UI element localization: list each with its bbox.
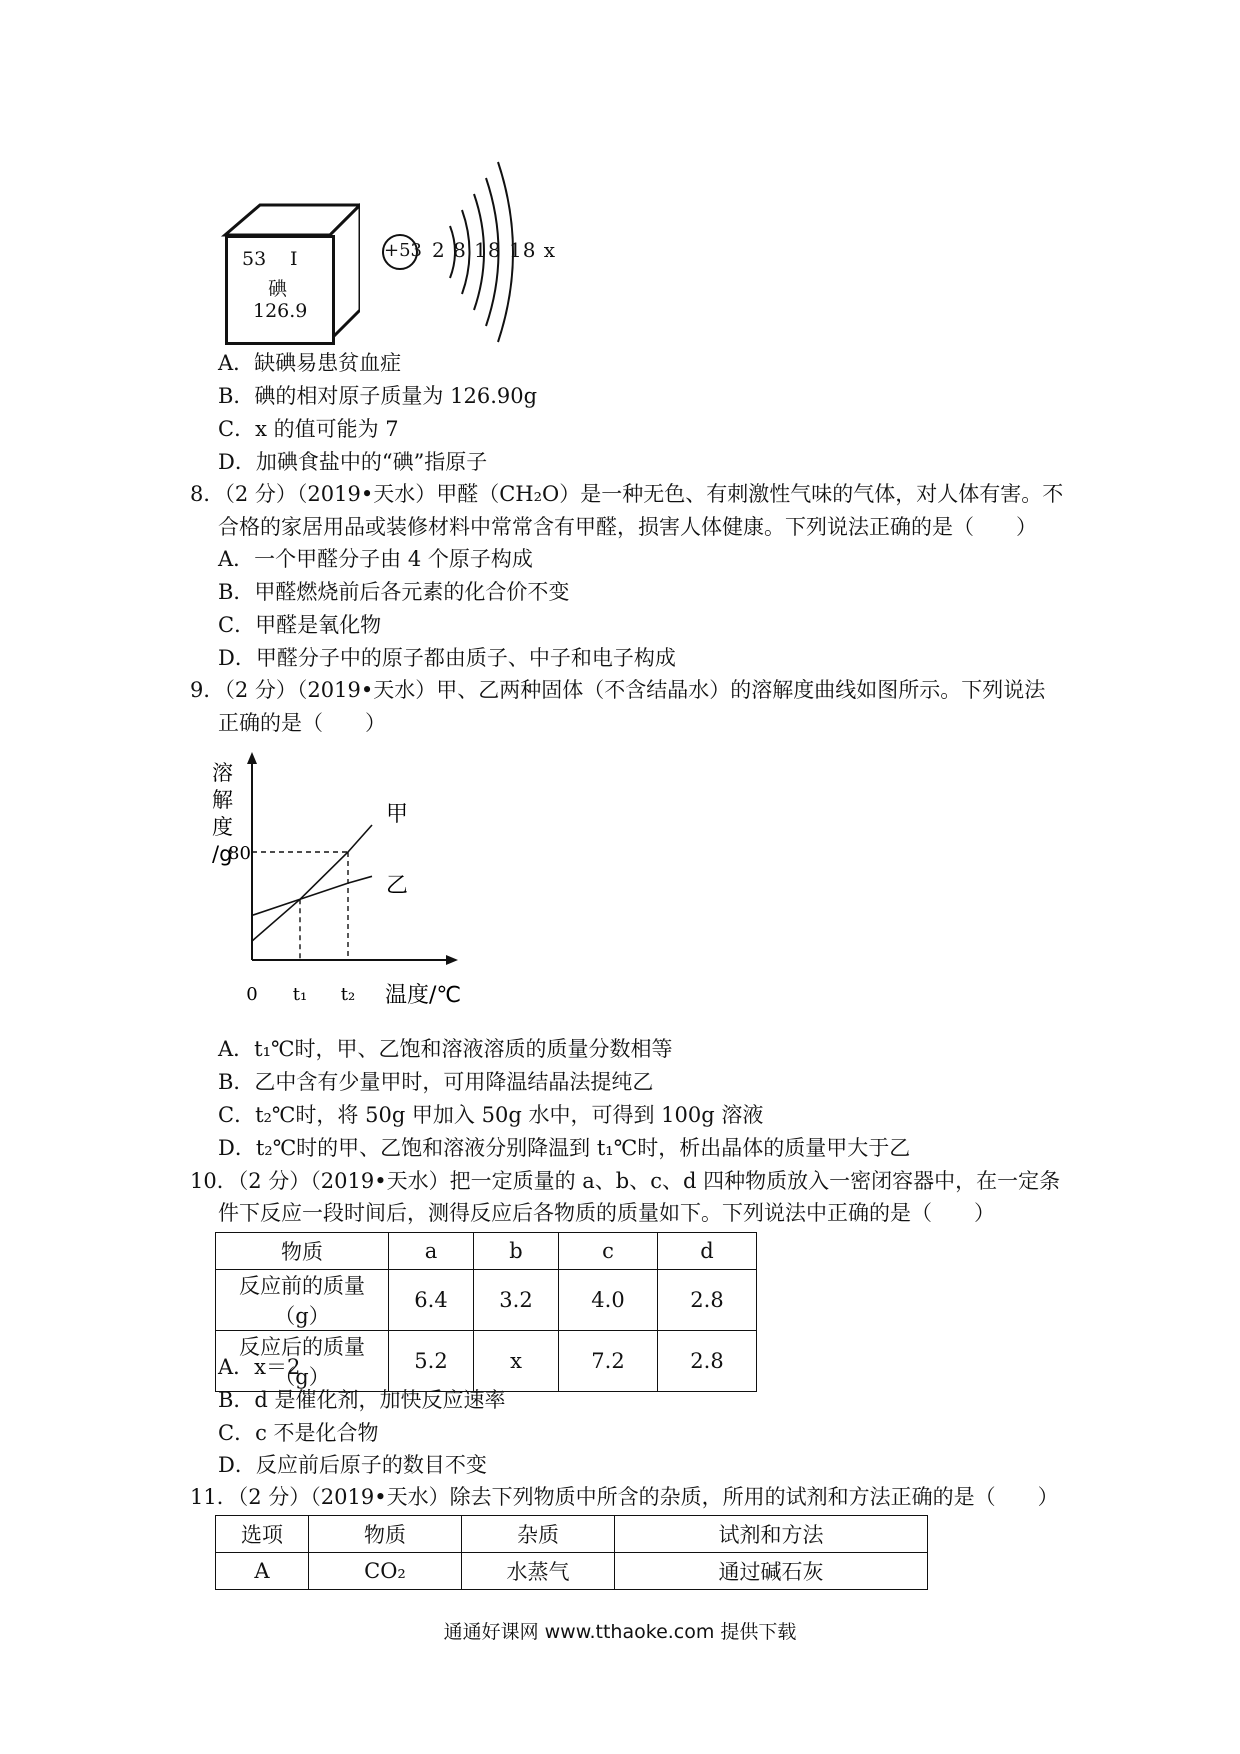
q11-stem-line1: 11．（2 分）（2019•天水）除去下列物质中所含的杂质，所用的试剂和方法正确的是（ ） — [190, 1485, 1059, 1509]
table-cell: 6.4 — [389, 1270, 474, 1331]
q9-option-b: B．乙中含有少量甲时，可用降温结晶法提纯乙 — [218, 1070, 654, 1094]
q9-stem-line2: 正确的是（ ） — [218, 711, 386, 735]
q7-option-d: D．加碘食盐中的“碘”指原子 — [218, 450, 488, 474]
q10-option-b: B．d 是催化剂，加快反应速率 — [218, 1388, 506, 1412]
chart-guides — [252, 852, 348, 960]
atomic-number: 53 — [242, 248, 267, 270]
table-cell: 物质 — [309, 1516, 462, 1553]
q8-option-b: B．甲醛燃烧前后各元素的化合价不变 — [218, 580, 570, 604]
q8-option-c: C．甲醛是氧化物 — [218, 613, 382, 637]
element-cube-front — [225, 235, 335, 345]
chart-series — [252, 825, 372, 941]
table-cell: A — [216, 1553, 309, 1590]
table-cell: x — [474, 1331, 559, 1392]
element-symbol: I — [290, 248, 298, 270]
q8-option-a: A．一个甲醛分子由 4 个原子构成 — [218, 547, 533, 571]
y-axis-label: 溶 — [212, 761, 233, 785]
table-header-row — [216, 1233, 757, 1270]
table-header-row — [216, 1516, 928, 1553]
element-name: 碘 — [268, 278, 288, 300]
q10-option-c: C．c 不是化合物 — [218, 1421, 379, 1445]
q9-option-c: C．t₂℃时，将 50g 甲加入 50g 水中，可得到 100g 溶液 — [218, 1103, 764, 1127]
table-cell: 2.8 — [658, 1331, 757, 1392]
q9-option-a: A．t₁℃时，甲、乙饱和溶液溶质的质量分数相等 — [218, 1037, 673, 1061]
series-label: 甲 — [386, 802, 409, 827]
x-tick-label: t₂ — [340, 984, 356, 1005]
y-axis-arrow — [247, 752, 257, 764]
electron-shells: 2 8 18 18 x — [432, 238, 557, 262]
table-cell: 4.0 — [559, 1270, 658, 1331]
q10-option-d: D．反应前后原子的数目不变 — [218, 1453, 487, 1477]
q10-stem-line2: 件下反应一段时间后，测得反应后各物质的质量如下。下列说法中正确的是（ ） — [218, 1201, 995, 1225]
table-cell: 选项 — [216, 1516, 309, 1553]
q9-stem-line1: 9．（2 分）（2019•天水）甲、乙两种固体（不含结晶水）的溶解度曲线如图所示。下列说法 — [190, 678, 1046, 702]
atomic-mass: 126.9 — [253, 300, 308, 322]
q10-option-a: A．x＝2 — [218, 1355, 301, 1379]
table-row — [216, 1270, 757, 1331]
x-axis-arrow — [446, 955, 458, 965]
q7-option-b: B．碘的相对原子质量为 126.90g — [218, 384, 538, 408]
q8-stem-line1: 8．（2 分）（2019•天水）甲醛（CH₂O）是一种无色、有刺激性气味的气体，对人体有害。不 — [190, 482, 1064, 506]
page-footer: 通通好课网 www.tthaoke.com 提供下载 — [443, 1621, 797, 1643]
nucleus-charge: +53 — [384, 240, 422, 261]
table-row — [216, 1553, 928, 1590]
q8-stem-line2: 合格的家居用品或装修材料中常常含有甲醛，损害人体健康。下列说法正确的是（ ） — [218, 515, 1037, 539]
table-cell: c — [559, 1233, 658, 1270]
y-axis-label: /g — [212, 842, 233, 866]
table-cell: b — [474, 1233, 559, 1270]
q8-option-d: D．甲醛分子中的原子都由质子、中子和电子构成 — [218, 646, 676, 670]
origin-label: 0 — [246, 984, 258, 1005]
series-line-jia — [252, 825, 372, 941]
table-cell: d — [658, 1233, 757, 1270]
table-cell: 水蒸气 — [462, 1553, 615, 1590]
x-tick-label: t₁ — [292, 984, 308, 1005]
table-cell: a — [389, 1233, 474, 1270]
table-cell: 通过碱石灰 — [615, 1553, 928, 1590]
q7-option-c: C．x 的值可能为 7 — [218, 417, 399, 441]
chart-axes — [247, 752, 458, 965]
table-cell: 反应后的质量（g） — [216, 1331, 389, 1392]
table-cell: 3.2 — [474, 1270, 559, 1331]
table-cell: 物质 — [216, 1233, 389, 1270]
q7-option-a: A．缺碘易患贫血症 — [218, 351, 402, 375]
series-label: 乙 — [386, 873, 409, 899]
x-axis-label: 温度/℃ — [385, 983, 462, 1008]
table-cell: 2.8 — [658, 1270, 757, 1331]
q9-option-d: D．t₂℃时的甲、乙饱和溶液分别降温到 t₁℃时，析出晶体的质量甲大于乙 — [218, 1136, 911, 1160]
chart-labels — [212, 761, 461, 1008]
y-tick-label: 80 — [228, 843, 251, 864]
table-cell: 7.2 — [559, 1331, 658, 1392]
y-axis-label: 度 — [212, 815, 233, 839]
solubility-chart — [210, 750, 550, 1020]
table-cell: 试剂和方法 — [615, 1516, 928, 1553]
table-cell: 5.2 — [389, 1331, 474, 1392]
q10-stem-line1: 10．（2 分）（2019•天水）把一定质量的 a、b、c、d 四种物质放入一密闭容器中，在一定条 — [190, 1169, 1061, 1193]
series-line-yi — [252, 876, 372, 915]
y-axis-label: 解 — [212, 788, 233, 812]
table-cell: 反应前的质量（g） — [216, 1270, 389, 1331]
table-cell: CO₂ — [309, 1553, 462, 1590]
q11-table — [215, 1515, 928, 1590]
table-cell: 杂质 — [462, 1516, 615, 1553]
